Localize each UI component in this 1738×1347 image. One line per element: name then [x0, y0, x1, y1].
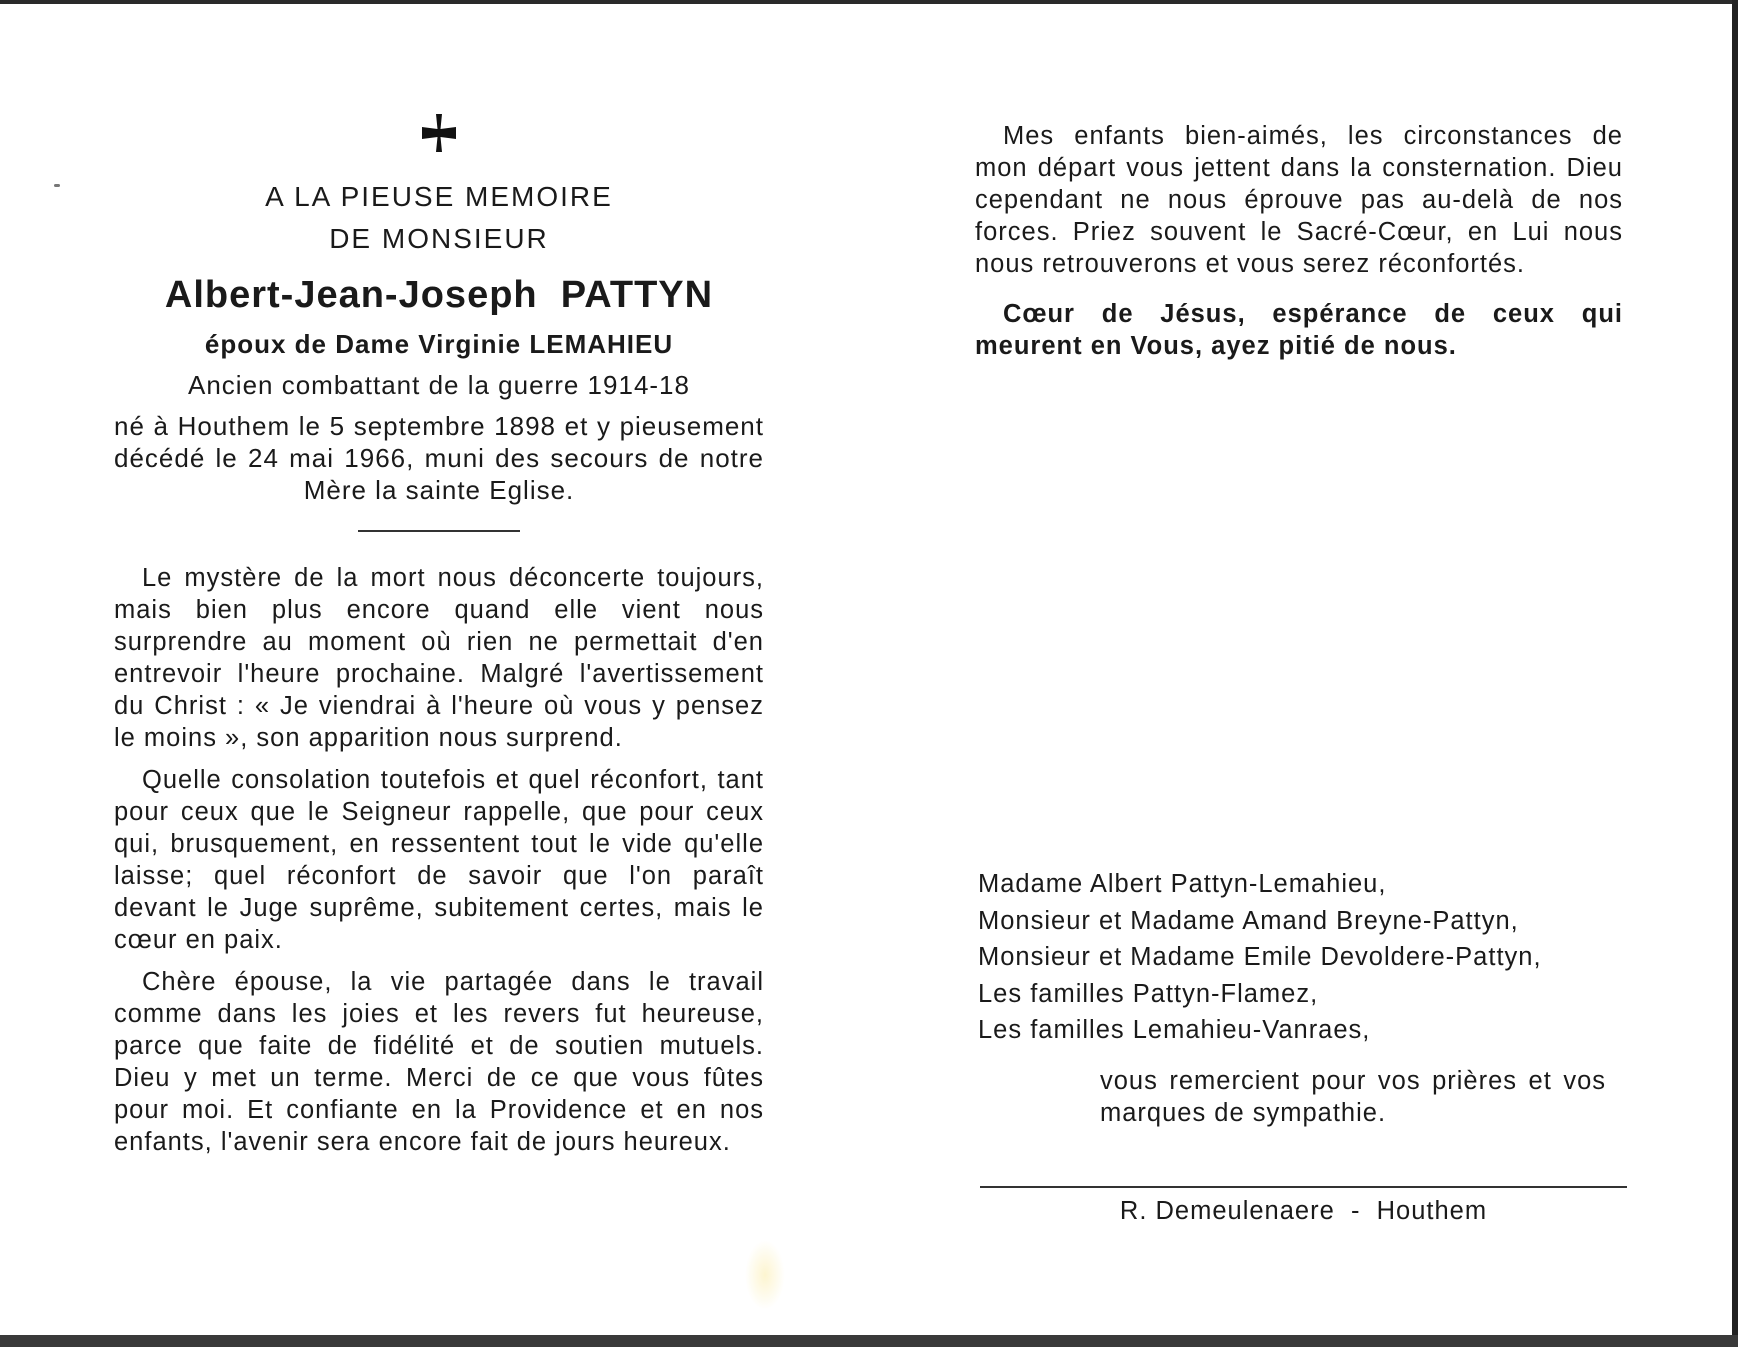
paragraph-mystery: Le mystère de la mort nous déconcerte toujours, mais bien plus encore quand elle vient nous surprendre au moment où rien ne permettait d'en entrevoir l'heure prochaine. Malgré l'avertissement du Christ : « Je viendrai à l'heure où vous y pensez le moins », son apparition nous surprend. [114, 564, 764, 752]
heading-line-2: DE MONSIEUR [329, 223, 549, 254]
card-right-edge [1732, 0, 1738, 1347]
biography: né à Houthem le 5 septembre 1898 et y pieusement décédé le 24 mai 1966, muni des secours de notre Mère la sainte Eglise. [114, 411, 764, 505]
message-to-children: Mes enfants bien-aimés, les circonstances de mon départ vous jettent dans la consternation. Dieu cependant ne nous éprouve pas au-delà de nos forces. Priez souvent le Sacré-Cœur, en Lui nous nous retrouverons et vous serez réconfortés. [975, 122, 1623, 278]
card-bottom-edge [0, 1335, 1738, 1347]
paper-speck [54, 184, 60, 187]
service-line: Ancien combattant de la guerre 1914-18 [188, 370, 690, 400]
paragraph-consolation: Quelle consolation toutefois et quel réconfort, tant pour ceux que le Seigneur rappelle, que pour ceux qui, brusquement, en ressentent tout le vide qu'elle laisse; quel réconfort de savoir que l'on paraît devant le Juge suprême, subitement certes, mais le cœur en paix. [114, 766, 764, 954]
spouse-line: époux de Dame Virginie LEMAHIEU [204, 329, 674, 359]
memorial-heading [114, 176, 764, 260]
heading-line-1: A LA PIEUSE MEMOIRE [265, 181, 613, 212]
paragraph-spouse: Chère épouse, la vie partagée dans le travail comme dans les joies et les revers fut heureuse, parce que faite de fidélité et de soutien mutuels. Dieu y met un terme. Merci de ce que vous fûtes pour moi. Et confiante en la Providence et en nos enfants, l'avenir sera encore fait de jours heureux. [114, 968, 764, 1156]
thanks-text: vous remercient pour vos prières et vos marques de sympathie. [1100, 1066, 1606, 1127]
card-top-edge [0, 0, 1738, 4]
family-line: Les familles Pattyn-Flamez, [978, 979, 1319, 1008]
family-list [978, 866, 1658, 1129]
family-line: Les familles Lemahieu-Vanraes, [978, 1016, 1371, 1044]
printer-divider [980, 1186, 1627, 1188]
family-line: Monsieur et Madame Amand Breyne-Pattyn, [978, 906, 1519, 935]
deceased-name: Albert-Jean-Joseph PATTYN [164, 274, 714, 316]
cross-icon [416, 110, 462, 156]
family-line: Madame Albert Pattyn-Lemahieu, [978, 870, 1387, 898]
printer-credit: R. Demeulenaere - Houthem [1119, 1197, 1488, 1225]
paper-stain [745, 1240, 785, 1310]
family-line: Monsieur et Madame Emile Devoldere-Pattyn, [978, 943, 1542, 971]
right-page [975, 120, 1623, 362]
prayer: Cœur de Jésus, espérance de ceux qui meurent en Vous, ayez pitié de nous. [975, 300, 1623, 360]
left-page [114, 110, 764, 1168]
divider-rule [358, 530, 520, 532]
